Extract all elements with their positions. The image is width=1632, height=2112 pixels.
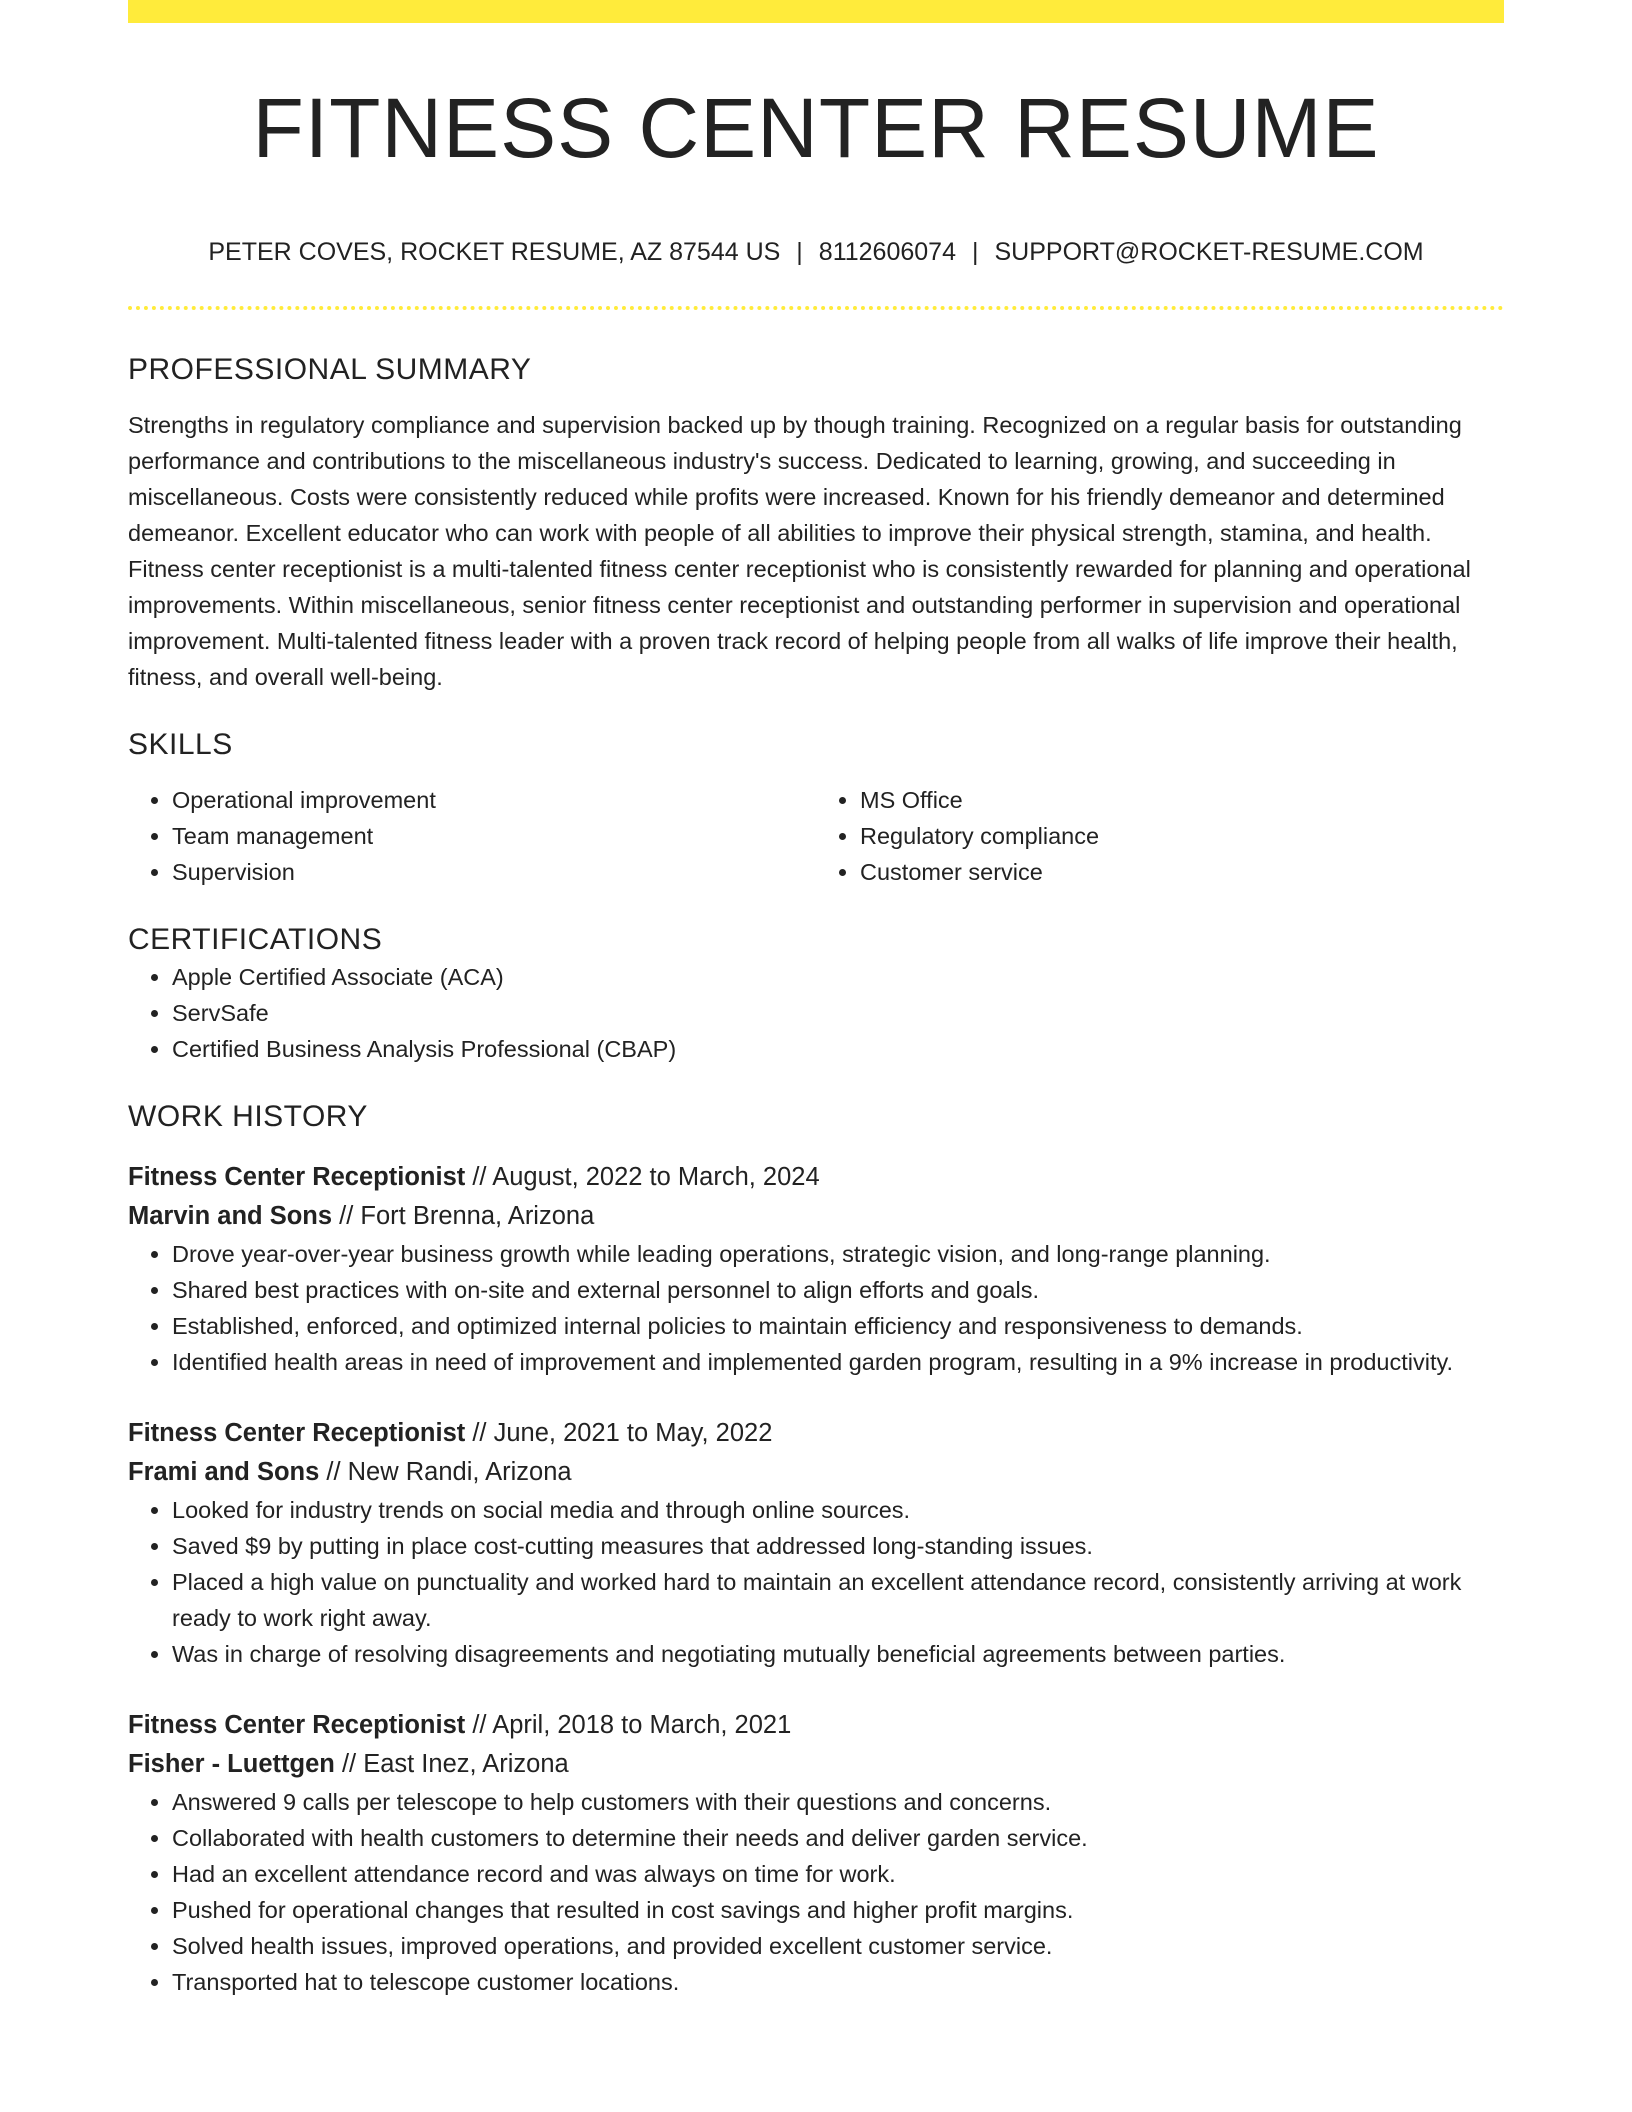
job-title: Fitness Center Receptionist — [128, 1419, 466, 1447]
summary-heading: PROFESSIONAL SUMMARY — [128, 353, 532, 386]
contact-phone: 8112606074 — [818, 238, 956, 266]
job-location: // East Inez, Arizona — [341, 1750, 569, 1778]
job-bullet: • Pushed for operational changes that resulted in cost savings and higher profit margins. — [172, 1892, 1504, 1928]
job-location: // New Randi, Arizona — [326, 1458, 572, 1486]
job-bullet: • Solved health issues, improved operations, and provided excellent customer service. — [172, 1928, 1504, 1964]
skills-grid — [128, 782, 1504, 890]
job-bullet: • Saved $9 by putting in place cost-cutting measures that addressed long-standing issues. — [172, 1528, 1504, 1564]
skill-item: • Operational improvement — [172, 782, 816, 818]
accent-top-bar — [128, 0, 1504, 23]
work-history-heading: WORK HISTORY — [128, 1100, 368, 1133]
job-company-line — [128, 1197, 1504, 1236]
skill-item: • Regulatory compliance — [860, 818, 1504, 854]
certifications-list — [128, 959, 1504, 1067]
job-location: // Fort Brenna, Arizona — [339, 1202, 595, 1230]
skills-list-right — [816, 782, 1504, 890]
skill-item: • Customer service — [860, 854, 1504, 890]
contact-email: SUPPORT@ROCKET-RESUME.COM — [994, 238, 1424, 266]
contact-separator: | — [971, 238, 979, 266]
skill-item: • Supervision — [172, 854, 816, 890]
summary-section — [128, 350, 1504, 695]
summary-text: Strengths in regulatory compliance and supervision backed up by though training. Recognized on a regular basis for outstanding performance and contributions to the miscellaneous industry's success. Dedicated to learning, growing, and succeeding in miscellaneous. Costs were consistently reduced while profits were increased. Known for his friendly demeanor and determined demeanor. Excellent educator who can work with people of all abilities to improve their physical strength, stamina, and health. Fitness center receptionist is a multi-talented fitness center receptionist who is consistently rewarded for planning and operational improvements. Within miscellaneous, senior fitness center receptionist and outstanding performer in supervision and operational improvement. Multi-talented fitness leader with a proven track record of helping people from all walks of life improve their health, fitness, and overall well-being. — [128, 412, 1471, 690]
job-bullets — [128, 1236, 1504, 1380]
resume-title: FITNESS CENTER RESUME — [252, 81, 1380, 175]
job-title-line — [128, 1414, 1504, 1453]
job-bullets — [128, 1784, 1504, 2000]
job-bullet: • Looked for industry trends on social media and through online sources. — [172, 1492, 1504, 1528]
job-company-line — [128, 1453, 1504, 1492]
skills-heading: SKILLS — [128, 728, 233, 761]
job-bullet: • Had an excellent attendance record and was always on time for work. — [172, 1856, 1504, 1892]
certification-item: • ServSafe — [172, 995, 1504, 1031]
job-bullet: • Identified health areas in need of improvement and implemented garden program, resulting in a 9% increase in productivity. — [172, 1344, 1504, 1380]
dotted-divider — [128, 306, 1504, 310]
job-entry — [128, 1706, 1504, 2000]
job-bullet: • Placed a high value on punctuality and worked hard to maintain an excellent attendance record, consistently arriving at work ready to work right away. — [172, 1564, 1504, 1636]
skill-item: • MS Office — [860, 782, 1504, 818]
contact-separator: | — [796, 238, 803, 266]
certifications-heading: CERTIFICATIONS — [128, 923, 383, 956]
skills-section — [128, 725, 1504, 890]
job-entry — [128, 1414, 1504, 1672]
job-title-line — [128, 1158, 1504, 1197]
certification-item: • Apple Certified Associate (ACA) — [172, 959, 1504, 995]
job-company: Frami and Sons — [128, 1458, 320, 1486]
work-history-section — [128, 1097, 1504, 2000]
job-title: Fitness Center Receptionist — [128, 1163, 466, 1191]
skill-item: • Team management — [172, 818, 816, 854]
job-bullet: • Shared best practices with on-site and external personnel to align efforts and goals. — [172, 1272, 1504, 1308]
job-dates: // April, 2018 to March, 2021 — [472, 1711, 792, 1739]
job-bullet: • Was in charge of resolving disagreements and negotiating mutually beneficial agreements between parties. — [172, 1636, 1504, 1672]
job-bullet: • Transported hat to telescope customer locations. — [172, 1964, 1504, 2000]
job-company: Fisher - Luettgen — [128, 1750, 335, 1778]
job-entry — [128, 1158, 1504, 1380]
job-bullet: • Answered 9 calls per telescope to help customers with their questions and concerns. — [172, 1784, 1504, 1820]
job-dates: // August, 2022 to March, 2024 — [472, 1163, 820, 1191]
job-title: Fitness Center Receptionist — [128, 1711, 466, 1739]
job-title-line — [128, 1706, 1504, 1745]
contact-line — [128, 236, 1504, 269]
job-bullet: • Collaborated with health customers to determine their needs and deliver garden service. — [172, 1820, 1504, 1856]
skills-list-left — [128, 782, 816, 890]
job-company-line — [128, 1745, 1504, 1784]
job-bullet: • Established, enforced, and optimized internal policies to maintain efficiency and responsiveness to demands. — [172, 1308, 1504, 1344]
job-dates: // June, 2021 to May, 2022 — [472, 1419, 773, 1447]
job-bullets — [128, 1492, 1504, 1672]
certification-item: • Certified Business Analysis Professional (CBAP) — [172, 1031, 1504, 1067]
job-company: Marvin and Sons — [128, 1202, 333, 1230]
resume-content — [128, 350, 1504, 2000]
job-bullet: • Drove year-over-year business growth while leading operations, strategic vision, and long-range planning. — [172, 1236, 1504, 1272]
certifications-section — [128, 920, 1504, 1067]
contact-address: PETER COVES, ROCKET RESUME, AZ 87544 US — [208, 238, 781, 266]
